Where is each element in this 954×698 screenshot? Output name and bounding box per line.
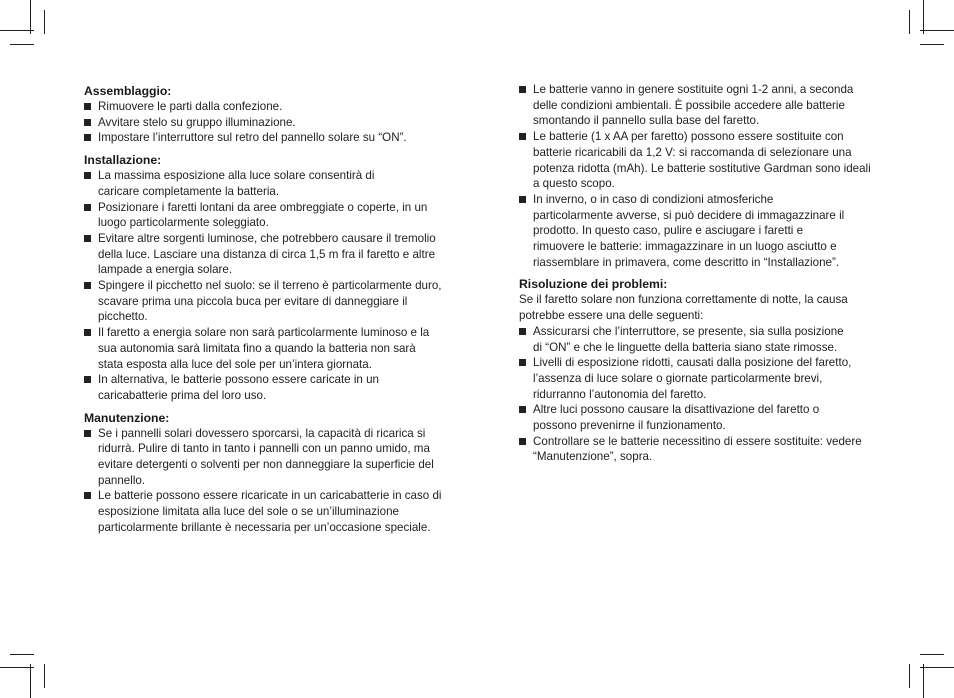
crop-mark (30, 0, 31, 34)
list-item: Spingere il picchetto nel suolo: se il terreno è particolarmente duro, scavare prima una piccola buca per evitare di danneggiare il picchetto. (84, 278, 456, 325)
crop-mark (920, 654, 944, 655)
crop-mark (920, 44, 944, 45)
crop-mark (0, 667, 34, 668)
left-column (84, 83, 456, 542)
crop-mark (909, 10, 910, 34)
section-manutenzione-continued (519, 82, 871, 270)
bullet-list (519, 82, 871, 270)
right-column (519, 82, 871, 471)
list-item: Controllare se le batterie necessitino di essere sostituite: vedere “Manutenzione”, sopra. (519, 434, 871, 465)
list-item: Avvitare stelo su gruppo illuminazione. (84, 115, 456, 131)
crop-mark (10, 44, 34, 45)
list-item: Le batterie (1 x AA per faretto) possono essere sostituite con batterie ricaricabili da 1,2 V: si raccomanda di selezionare una potenza ridotta (mAh). Le batterie sostitutive Gardman sono ideali a questo scopo. (519, 129, 871, 192)
crop-mark (0, 30, 34, 31)
crop-mark (923, 664, 924, 698)
list-item: In inverno, o in caso di condizioni atmosferiche particolarmente avverse, si può decidere di immagazzinare il prodotto. In questo caso, pulire e asciugare i faretti e rimuovere le batterie: immagazzinare in un luogo asciutto e riassemblare in primavera, come descritto in “Installazione”. (519, 192, 871, 271)
list-item: Se i pannelli solari dovessero sporcarsi, la capacità di ricarica si ridurrà. Pulire di tanto in tanto i pannelli con un panno umido, ma evitare detergenti o solventi per non danneggiare la superficie del pannello. (84, 426, 456, 489)
list-item: Impostare l’interruttore sul retro del pannello solare su “ON”. (84, 130, 456, 146)
list-item: Livelli di esposizione ridotti, causati dalla posizione del faretto, l’assenza di luce solare o giornate particolarmente brevi, ridurranno l’autonomia del faretto. (519, 355, 871, 402)
bullet-list (84, 99, 456, 146)
section-heading: Assemblaggio: (84, 84, 172, 98)
list-item: Altre luci possono causare la disattivazione del faretto o possono prevenirne il funzionamento. (519, 402, 871, 433)
intro-paragraph: Se il faretto solare non funziona correttamente di notte, la causa potrebbe essere una delle seguenti: (519, 293, 848, 323)
crop-mark (909, 664, 910, 688)
crop-mark (920, 667, 954, 668)
section-installazione (84, 152, 456, 404)
list-item: Il faretto a energia solare non sarà particolarmente luminoso e la sua autonomia sarà limitata fino a quando la batteria non sarà stata esposta alla luce del sole per un’intera giornata. (84, 325, 456, 372)
list-item: Assicurarsi che l’interruttore, se presente, sia sulla posizione di “ON” e che le linguette della batteria siano state rimosse. (519, 324, 871, 355)
crop-mark (10, 654, 34, 655)
section-risoluzione (519, 276, 871, 465)
section-heading: Manutenzione: (84, 410, 170, 425)
crop-mark (923, 0, 924, 34)
crop-mark (44, 664, 45, 688)
section-assemblaggio (84, 83, 456, 146)
list-item: La massima esposizione alla luce solare consentirà di caricare completamente la batteria. (84, 168, 456, 199)
list-item: Posizionare i faretti lontani da aree ombreggiate o coperte, in un luogo particolarmente soleggiato. (84, 200, 456, 231)
crop-mark (920, 30, 954, 31)
list-item: Evitare altre sorgenti luminose, che potrebbero causare il tremolio della luce. Lasciare una distanza di circa 1,5 m fra il faretto e altre lampade a energia solare. (84, 231, 456, 278)
bullet-list (84, 168, 456, 404)
section-heading: Installazione: (84, 153, 162, 168)
list-item: In alternativa, le batterie possono essere caricate in un caricabatterie prima del loro uso. (84, 372, 456, 403)
bullet-list (84, 426, 456, 536)
section-manutenzione (84, 410, 456, 536)
crop-mark (30, 664, 31, 698)
list-item: Rimuovere le parti dalla confezione. (84, 99, 456, 115)
section-heading: Risoluzione dei problemi: (519, 277, 668, 292)
list-item: Le batterie vanno in genere sostituite ogni 1-2 anni, a seconda delle condizioni ambientali. È possibile accedere alle batterie smontando il pannello sulla base del faretto. (519, 82, 871, 129)
crop-mark (44, 10, 45, 34)
bullet-list (519, 324, 871, 465)
list-item: Le batterie possono essere ricaricate in un caricabatterie in caso di esposizione limitata alla luce del sole o se un’illuminazione particolarmente brillante è necessaria per un’occasione speciale. (84, 488, 456, 535)
